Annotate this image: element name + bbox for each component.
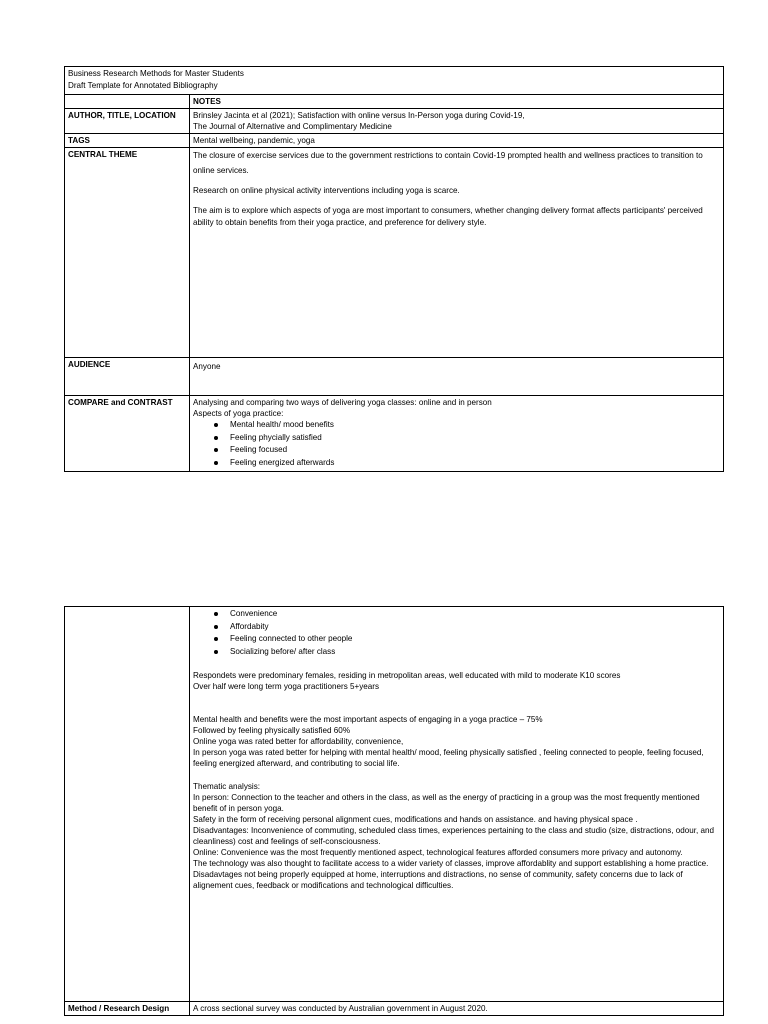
method-value: A cross sectional survey was conducted by Australian government in August 2020. — [190, 1002, 724, 1016]
theme-paragraph: Research on online physical activity interventions including yoga is scarce. — [193, 186, 460, 195]
results-line: Followed by feeling physically satisfied 60% — [193, 726, 351, 736]
central-theme-content — [190, 148, 724, 358]
thematic-line: Online: Convenience was the most frequently mentioned aspect, technological features afforded consumers more privacy and autonomy. — [193, 848, 683, 858]
row-compare-continued — [65, 607, 724, 1002]
row-label-central-theme: CENTRAL THEME — [65, 148, 190, 358]
list-item: Socializing before/ after class — [206, 646, 720, 659]
bullet-icon — [214, 461, 218, 465]
citation-line: Brinsley Jacinta et al (2021); Satisfaction with online versus In-Person yoga during Covid-19, — [193, 111, 525, 120]
row-label-compare: COMPARE and CONTRAST — [65, 396, 190, 472]
row-tags — [65, 134, 724, 148]
journal-line: The Journal of Alternative and Complimentary Medicine — [193, 122, 392, 131]
list-item: Mental health/ mood benefits — [206, 419, 720, 432]
row-label-audience: AUDIENCE — [65, 358, 190, 396]
theme-paragraph: The aim is to explore which aspects of yoga are most important to consumers, whether changing delivery format affects participants' perceived ability to obtain benefits from their yoga practice, and preference for delivery style. — [193, 205, 703, 227]
audience-value: Anyone — [190, 358, 724, 396]
row-audience — [65, 358, 724, 396]
bullet-icon — [214, 612, 218, 616]
list-item: Feeling focused — [206, 444, 720, 457]
list-item: Feeling phycially satisfied — [206, 432, 720, 445]
bullet-icon — [214, 448, 218, 452]
compare-subheading: Aspects of yoga practice: — [193, 409, 284, 418]
notes-heading: NOTES — [190, 95, 724, 109]
compare-intro: Analysing and comparing two ways of delivering yoga classes: online and in person — [193, 398, 492, 407]
bibliography-table-top — [64, 66, 724, 472]
aspects-list-continued — [193, 608, 720, 658]
compare-continued-content — [190, 607, 724, 1002]
empty-cell — [65, 95, 190, 109]
list-item: Convenience — [206, 608, 720, 621]
list-item: Feeling energized afterwards — [206, 457, 720, 470]
bullet-icon — [214, 423, 218, 427]
row-label-tags: TAGS — [65, 134, 190, 148]
thematic-line: The technology was also thought to facilitate access to a wider variety of classes, improve affordablity and support establishing a home practice. — [193, 859, 709, 869]
tags-value: Mental wellbeing, pandemic, yoga — [190, 134, 724, 148]
results-line: Online yoga was rated better for affordability, convenience, — [193, 737, 404, 747]
list-item: Affordabity — [206, 621, 720, 634]
course-title: Business Research Methods for Master Students — [68, 69, 244, 78]
thematic-line: In person: Connection to the teacher and others in the class, as well as the energy of practicing in a group was the most frequently mentioned benefit of in person yoga. — [193, 793, 700, 814]
list-item: Feeling connected to other people — [206, 633, 720, 646]
thematic-line: Disadavtages not being properly equipped at home, interruptions and distractions, no sense of community, safety concerns due to lack of alignement cues, feedback or modifications and technological difficulties. — [193, 870, 683, 891]
bullet-icon — [214, 436, 218, 440]
row-method — [65, 1002, 724, 1016]
respondents-line: Over half were long term yoga practitioners 5+years — [193, 682, 380, 692]
results-line: In person yoga was rated better for helping with mental health/ mood, feeling physically satisfied , feeling connected to people, feeling focused, feeling energized afterward, and contributing to social life. — [193, 748, 704, 769]
row-central-theme — [65, 148, 724, 358]
author-title-location — [190, 109, 724, 134]
bibliography-table-bottom — [64, 606, 724, 1016]
row-author — [65, 109, 724, 134]
empty-label-cell — [65, 607, 190, 1002]
template-header — [65, 67, 724, 95]
bullet-icon — [214, 625, 218, 629]
results-line: Mental health and benefits were the most important aspects of engaging in a yoga practice – 75% — [193, 715, 543, 725]
thematic-line: Disadvantages: Inconvenience of commuting, scheduled class times, experiences pertaining to the class and studio (size, distractions, odour, and cleanliness) cost and feelings of self-consciousness. — [193, 826, 714, 847]
bullet-icon — [214, 650, 218, 654]
row-label-author: AUTHOR, TITLE, LOCATION — [65, 109, 190, 134]
compare-content — [190, 396, 724, 472]
bullet-icon — [214, 637, 218, 641]
aspects-list — [193, 419, 720, 469]
respondents-line: Respondets were predominary females, residing in metropolitan areas, well educated with mild to moderate K10 scores — [193, 671, 621, 681]
thematic-heading: Thematic analysis: — [193, 782, 261, 792]
template-title: Draft Template for Annotated Bibliography — [68, 81, 218, 90]
theme-paragraph: The closure of exercise services due to the government restrictions to contain Covid-19 prompted health and wellness practices to transition to online services. — [193, 151, 703, 175]
row-label-method: Method / Research Design — [65, 1002, 190, 1016]
thematic-line: Safety in the form of receiving personal alignment cues, modifications and hands on assistance. and having physical space . — [193, 815, 638, 825]
row-compare-contrast — [65, 396, 724, 472]
